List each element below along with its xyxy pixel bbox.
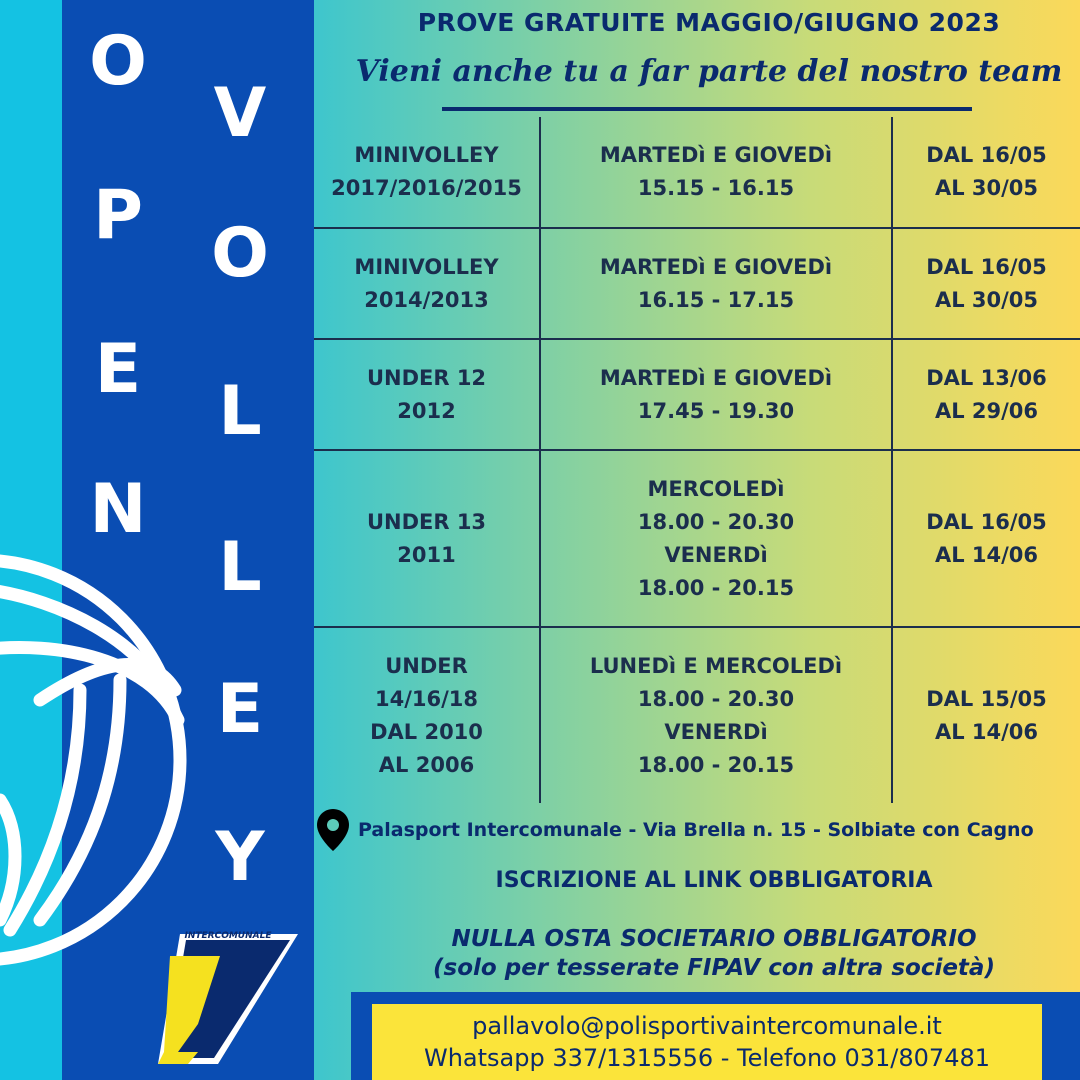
table-cell-period <box>893 628 1080 803</box>
clearance-note: NULLA OSTA SOCIETARIO OBBLIGATORIO <box>451 926 977 952</box>
table-cell-category <box>314 451 539 626</box>
table-cell-days <box>541 229 891 338</box>
table-cell-days <box>541 451 891 626</box>
logo-text: INTERCOMUNALE <box>184 931 272 941</box>
volley-letter-e: E <box>216 670 264 749</box>
cell-line: AL 30/05 <box>934 176 1039 200</box>
map-pin-icon <box>316 808 350 852</box>
intercomunale-logo <box>158 926 300 1068</box>
volley-letter-l2: L <box>218 528 262 607</box>
cell-line: VENERDì <box>664 542 768 567</box>
location-text: Palasport Intercomunale - Via Brella n. 15 - Solbiate con Cagno <box>358 819 1034 841</box>
open-letter-n: N <box>89 470 147 549</box>
table-cell-period <box>893 117 1080 227</box>
cell-line: MINIVOLLEY <box>354 254 499 279</box>
volley-letter-l1: L <box>218 372 262 451</box>
clearance-detail: (solo per tesserate FIPAV con altra società) <box>433 955 995 981</box>
cell-line: 15.15 - 16.15 <box>637 176 795 200</box>
cell-line: MINIVOLLEY <box>354 143 499 167</box>
cell-line: 2011 <box>397 542 456 567</box>
location-line <box>314 800 1080 860</box>
cell-line: 17.45 - 19.30 <box>637 398 795 423</box>
cell-line: DAL 13/06 <box>926 365 1047 390</box>
cell-line: 14/16/18 <box>374 686 478 711</box>
cell-line: MARTEDì E GIOVEDì <box>599 254 833 279</box>
table-cell-days <box>541 117 891 227</box>
cell-line: AL 2006 <box>378 752 475 777</box>
cell-line: 18.00 - 20.30 <box>637 509 795 534</box>
table-cell-category <box>314 229 539 338</box>
table-cell-category <box>314 340 539 449</box>
open-letter-p: P <box>93 176 143 255</box>
table-cell-days <box>541 340 891 449</box>
cell-line: DAL 16/05 <box>926 509 1047 534</box>
cell-line: MARTEDì E GIOVEDì <box>599 143 833 167</box>
cell-line: UNDER <box>385 653 468 678</box>
cell-line: 16.15 - 17.15 <box>637 287 795 312</box>
cell-line: AL 14/06 <box>934 719 1039 744</box>
cell-line: DAL 2010 <box>370 719 483 744</box>
page-subtitle: Vieni anche tu a far parte del nostro team <box>355 54 1063 89</box>
open-letter-e: E <box>94 330 142 409</box>
page-title: PROVE GRATUITE MAGGIO/GIUGNO 2023 <box>417 8 1001 37</box>
cell-line: 18.00 - 20.30 <box>637 686 795 711</box>
contact-email[interactable]: pallavolo@polisportivaintercomunale.it <box>472 1012 942 1040</box>
cell-line: UNDER 13 <box>366 509 487 534</box>
cell-line: 2017/2016/2015 <box>331 176 522 200</box>
cell-line: 18.00 - 20.15 <box>637 575 795 600</box>
volley-letter-o: O <box>211 214 269 293</box>
cell-line: AL 14/06 <box>934 542 1039 567</box>
table-cell-period <box>893 340 1080 449</box>
contact-phones[interactable]: Whatsapp 337/1315556 - Telefono 031/807481 <box>423 1044 990 1072</box>
open-letter-o: O <box>89 22 147 101</box>
cell-line: MERCOLEDì <box>647 476 785 501</box>
table-cell-days <box>541 628 891 803</box>
subtitle-underline <box>442 107 972 111</box>
cell-line: UNDER 12 <box>366 365 487 390</box>
table-cell-period <box>893 229 1080 338</box>
cell-line: AL 30/05 <box>934 287 1039 312</box>
cell-line: 18.00 - 20.15 <box>637 752 795 777</box>
registration-note: ISCRIZIONE AL LINK OBBLIGATORIA <box>495 868 933 893</box>
cell-line: AL 29/06 <box>934 398 1039 423</box>
cell-line: 2012 <box>397 398 456 423</box>
cell-line: DAL 15/05 <box>926 686 1047 711</box>
table-cell-category <box>314 117 539 227</box>
cell-line: DAL 16/05 <box>926 143 1047 167</box>
table-cell-category <box>314 628 539 803</box>
volley-letter-v: V <box>213 74 267 153</box>
volley-letter-y: Y <box>215 818 265 897</box>
cell-line: DAL 16/05 <box>926 254 1047 279</box>
cell-line: 2014/2013 <box>364 287 489 312</box>
table-cell-period <box>893 451 1080 626</box>
cell-line: MARTEDì E GIOVEDì <box>599 365 833 390</box>
contact-box <box>372 1004 1042 1080</box>
cell-line: VENERDì <box>664 719 768 744</box>
cell-line: LUNEDì E MERCOLEDì <box>589 653 843 678</box>
